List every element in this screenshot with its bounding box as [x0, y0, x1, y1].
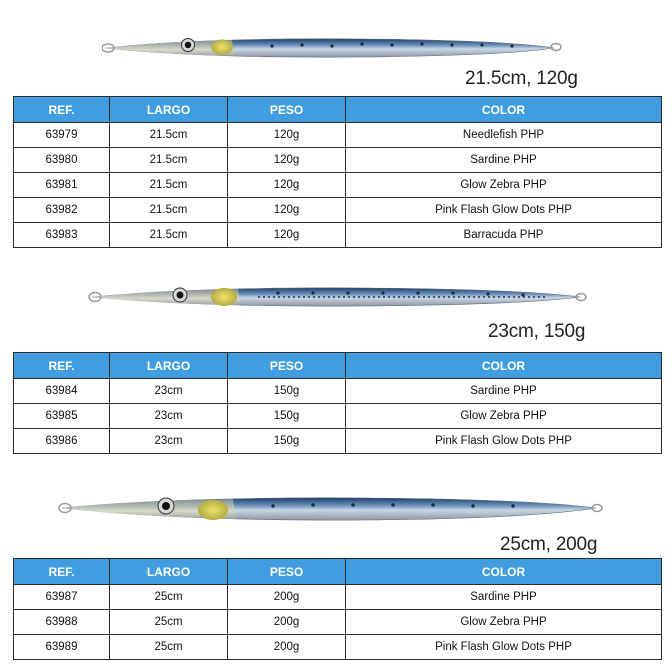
peso-cell: 150g [228, 379, 346, 404]
color-cell: Glow Zebra PHP [346, 173, 662, 198]
largo-cell: 25cm [110, 610, 228, 635]
largo-cell: 23cm [110, 404, 228, 429]
ref-column-header: REF. [14, 97, 110, 123]
color-cell: Pink Flash Glow Dots PHP [346, 429, 662, 454]
peso-cell: 150g [228, 429, 346, 454]
color-cell: Sardine PHP [346, 585, 662, 610]
lure-spec-caption: 25cm, 200g [500, 534, 598, 555]
largo-cell: 21.5cm [110, 173, 228, 198]
color-cell: Glow Zebra PHP [346, 610, 662, 635]
peso-cell: 200g [228, 635, 346, 660]
lure-spec-caption: 21.5cm, 120g [465, 68, 578, 89]
ref-cell: 63986 [14, 429, 110, 454]
ref-cell: 63988 [14, 610, 110, 635]
largo-cell: 21.5cm [110, 148, 228, 173]
color-cell: Pink Flash Glow Dots PHP [346, 198, 662, 223]
largo-column-header: LARGO [110, 559, 228, 585]
ref-column-header: REF. [14, 559, 110, 585]
ref-column-header: REF. [14, 353, 110, 379]
peso-cell: 120g [228, 223, 346, 248]
ref-cell: 63985 [14, 404, 110, 429]
peso-column-header: PESO [228, 353, 346, 379]
table-row [14, 635, 662, 660]
peso-column-header: PESO [228, 97, 346, 123]
peso-cell: 200g [228, 610, 346, 635]
color-column-header: COLOR [346, 97, 662, 123]
largo-column-header: LARGO [110, 97, 228, 123]
largo-cell: 23cm [110, 429, 228, 454]
ref-cell: 63980 [14, 148, 110, 173]
color-cell: Sardine PHP [346, 379, 662, 404]
largo-cell: 21.5cm [110, 123, 228, 148]
color-cell: Needlefish PHP [346, 123, 662, 148]
peso-cell: 120g [228, 148, 346, 173]
ref-cell: 63984 [14, 379, 110, 404]
largo-cell: 25cm [110, 635, 228, 660]
spec-table [13, 558, 662, 660]
peso-cell: 200g [228, 585, 346, 610]
table-row [14, 610, 662, 635]
ref-cell: 63989 [14, 635, 110, 660]
largo-column-header: LARGO [110, 353, 228, 379]
largo-cell: 25cm [110, 585, 228, 610]
color-column-header: COLOR [346, 559, 662, 585]
peso-cell: 120g [228, 123, 346, 148]
ref-cell: 63983 [14, 223, 110, 248]
table-row [14, 585, 662, 610]
color-cell: Sardine PHP [346, 148, 662, 173]
color-cell: Glow Zebra PHP [346, 404, 662, 429]
largo-cell: 23cm [110, 379, 228, 404]
largo-cell: 21.5cm [110, 223, 228, 248]
color-cell: Barracuda PHP [346, 223, 662, 248]
peso-cell: 120g [228, 173, 346, 198]
color-cell: Pink Flash Glow Dots PHP [346, 635, 662, 660]
largo-cell: 21.5cm [110, 198, 228, 223]
lure-image-25cm [58, 490, 604, 530]
table-header-row [14, 559, 662, 585]
color-column-header: COLOR [346, 353, 662, 379]
peso-cell: 120g [228, 198, 346, 223]
peso-column-header: PESO [228, 559, 346, 585]
ref-cell: 63987 [14, 585, 110, 610]
ref-cell: 63981 [14, 173, 110, 198]
lure-spec-caption: 23cm, 150g [488, 321, 586, 342]
ref-cell: 63982 [14, 198, 110, 223]
peso-cell: 150g [228, 404, 346, 429]
ref-cell: 63979 [14, 123, 110, 148]
